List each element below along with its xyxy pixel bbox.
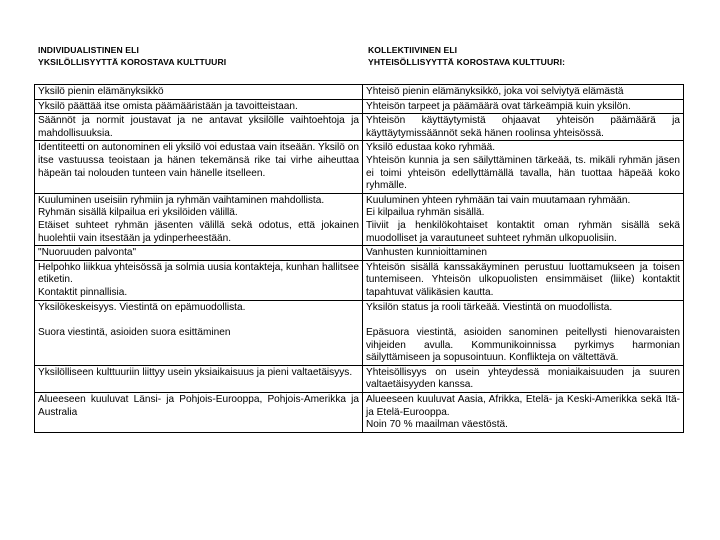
cell-paragraph: Yksilölliseen kulttuuriin liittyy usein yksiaikaisuus ja pieni valtaetäisyys. <box>38 366 353 378</box>
individualist-cell <box>35 393 363 433</box>
cell-paragraph: Yhteisöllisyys on usein yhteydessä moniaikaisuuden ja suuren valtaetäisyyden kanssa. <box>366 366 680 391</box>
cell-paragraph <box>38 314 359 327</box>
individualist-cell <box>35 99 363 114</box>
header-line: KOLLEKTIIVINEN ELI <box>368 45 458 55</box>
collectivist-cell <box>363 393 684 433</box>
table-row <box>35 260 684 300</box>
collectivist-cell <box>363 365 684 392</box>
header-line: INDIVIDUALISTINEN ELI <box>38 45 139 55</box>
table-row <box>35 300 684 365</box>
cell-paragraph: Ei kilpailua ryhmän sisällä. <box>366 207 485 219</box>
right-column-header <box>368 44 565 68</box>
collectivist-cell <box>363 246 684 261</box>
cell-paragraph: Ryhmän sisällä kilpailua eri yksilöiden välillä. <box>38 207 238 219</box>
cell-paragraph: Noin 70 % maailman väestöstä. <box>366 419 508 431</box>
table-row <box>35 365 684 392</box>
comparison-table <box>34 84 684 433</box>
cell-paragraph: Tiiviit ja henkilökohtaiset kontaktit oman ryhmän sisällä sekä muodolliset ja varautuneet suhteet ryhmän ulkopuolisiin. <box>366 219 680 244</box>
individualist-cell <box>35 141 363 193</box>
table-row <box>35 85 684 100</box>
header-line: YHTEISÖLLISYYTTÄ KOROSTAVA KULTTUURI: <box>368 57 566 67</box>
cell-paragraph <box>366 314 680 327</box>
table-row <box>35 114 684 141</box>
cell-paragraph: Vanhusten kunnioittaminen <box>366 247 488 259</box>
individualist-cell <box>35 260 363 300</box>
individualist-cell <box>35 114 363 141</box>
left-column-header <box>38 44 226 68</box>
cell-paragraph: Yhteisö pienin elämänyksikkö, joka voi selviytyä elämästä <box>366 86 624 97</box>
cell-paragraph: Kuuluminen yhteen ryhmään tai vain muutamaan ryhmään. <box>366 194 631 206</box>
cell-paragraph: Alueeseen kuuluvat Länsi- ja Pohjois-Eurooppa, Pohjois-Amerikka ja Australia <box>38 394 359 418</box>
table-row <box>35 246 684 261</box>
cell-paragraph: Identiteetti on autonominen eli yksilö voi edustaa vain itseään. Yksilö on itse vastuussa teoistaan ja hänen tekemänsä rike tai virhe aiheuttaa häpeän tai nolouden tunteen vain hänelle itselleen. <box>38 142 359 179</box>
cell-paragraph: Yksilö pienin elämänyksikkö <box>38 86 164 97</box>
cell-paragraph: Yhteisön käyttäytymistä ohjaavat yhteisön päämäärä ja käyttäytymissäännöt sekä hänen roolinsa yhteisössä. <box>366 115 680 139</box>
individualist-cell <box>35 85 363 100</box>
individualist-cell <box>35 246 363 261</box>
collectivist-cell <box>363 114 684 141</box>
cell-paragraph: Säännöt ja normit joustavat ja ne antavat yksilölle vaihtoehtoja ja mahdollisuuksia. <box>38 115 359 139</box>
collectivist-cell <box>363 99 684 114</box>
collectivist-cell <box>363 193 684 245</box>
cell-paragraph: Kuuluminen useisiin ryhmiin ja ryhmän vaihtaminen mahdollista. <box>38 194 325 206</box>
cell-paragraph: Helpohko liikkua yhteisössä ja solmia uusia kontakteja, kunhan hallitsee etiketin. <box>38 261 359 286</box>
cell-paragraph: Yksilökeskeisyys. Viestintä on epämuodollista. <box>38 301 246 313</box>
table-row <box>35 99 684 114</box>
cell-paragraph: Yhteisön tarpeet ja päämäärä ovat tärkeämpiä kuin yksilön. <box>366 100 631 112</box>
collectivist-cell <box>363 300 684 365</box>
collectivist-cell <box>363 85 684 100</box>
cell-paragraph: Yhteisön kunnia ja sen säilyttäminen tärkeää, ts. mikäli ryhmän jäsen ei toimi yhteisön edellyttämällä tavalla, hän tuottaa häpeää koko ryhmälle. <box>366 154 680 192</box>
collectivist-cell <box>363 141 684 193</box>
cell-paragraph: Suora viestintä, asioiden suora esittäminen <box>38 327 231 339</box>
cell-paragraph: Alueeseen kuuluvat Aasia, Afrikka, Etelä- ja Keski-Amerikka sekä Itä- ja Etelä-Eurooppa. <box>366 394 680 418</box>
cell-paragraph: Epäsuora viestintä, asioiden sanominen peitellysti hienovaraisten vihjeiden avulla. Kommunikoinnissa pyrkimys harmonian säilyttämiseen ja sopusointuun. Konflikteja on vältettävä. <box>366 327 680 364</box>
individualist-cell <box>35 300 363 365</box>
table-row <box>35 193 684 245</box>
table-row <box>35 141 684 193</box>
cell-paragraph: Yksilö päättää itse omista päämääristään ja tavoitteistaan. <box>38 100 298 112</box>
cell-paragraph: "Nuoruuden palvonta" <box>38 247 137 259</box>
cell-paragraph: Yksilö edustaa koko ryhmää. <box>366 142 496 154</box>
cell-paragraph: Etäiset suhteet ryhmän jäsenten välillä sekä odotus, että jokainen huolehtii vain itsestään ja ydinperheestään. <box>38 219 359 244</box>
table-row <box>35 393 684 433</box>
cell-paragraph: Kontaktit pinnallisia. <box>38 286 128 298</box>
cell-paragraph: Yksilön status ja rooli tärkeää. Viestintä on muodollista. <box>366 301 613 313</box>
header-line: YKSILÖLLISYYTTÄ KOROSTAVA KULTTUURI <box>38 57 227 67</box>
collectivist-cell <box>363 260 684 300</box>
individualist-cell <box>35 193 363 245</box>
individualist-cell <box>35 365 363 392</box>
cell-paragraph: Yhteisön sisällä kanssakäyminen perustuu luottamukseen ja toisen tuntemiseen. Yhteisön ulkopuolisten ensimmäiset (liike) kontaktit tapahtuvat välikäsien kautta. <box>366 261 680 298</box>
